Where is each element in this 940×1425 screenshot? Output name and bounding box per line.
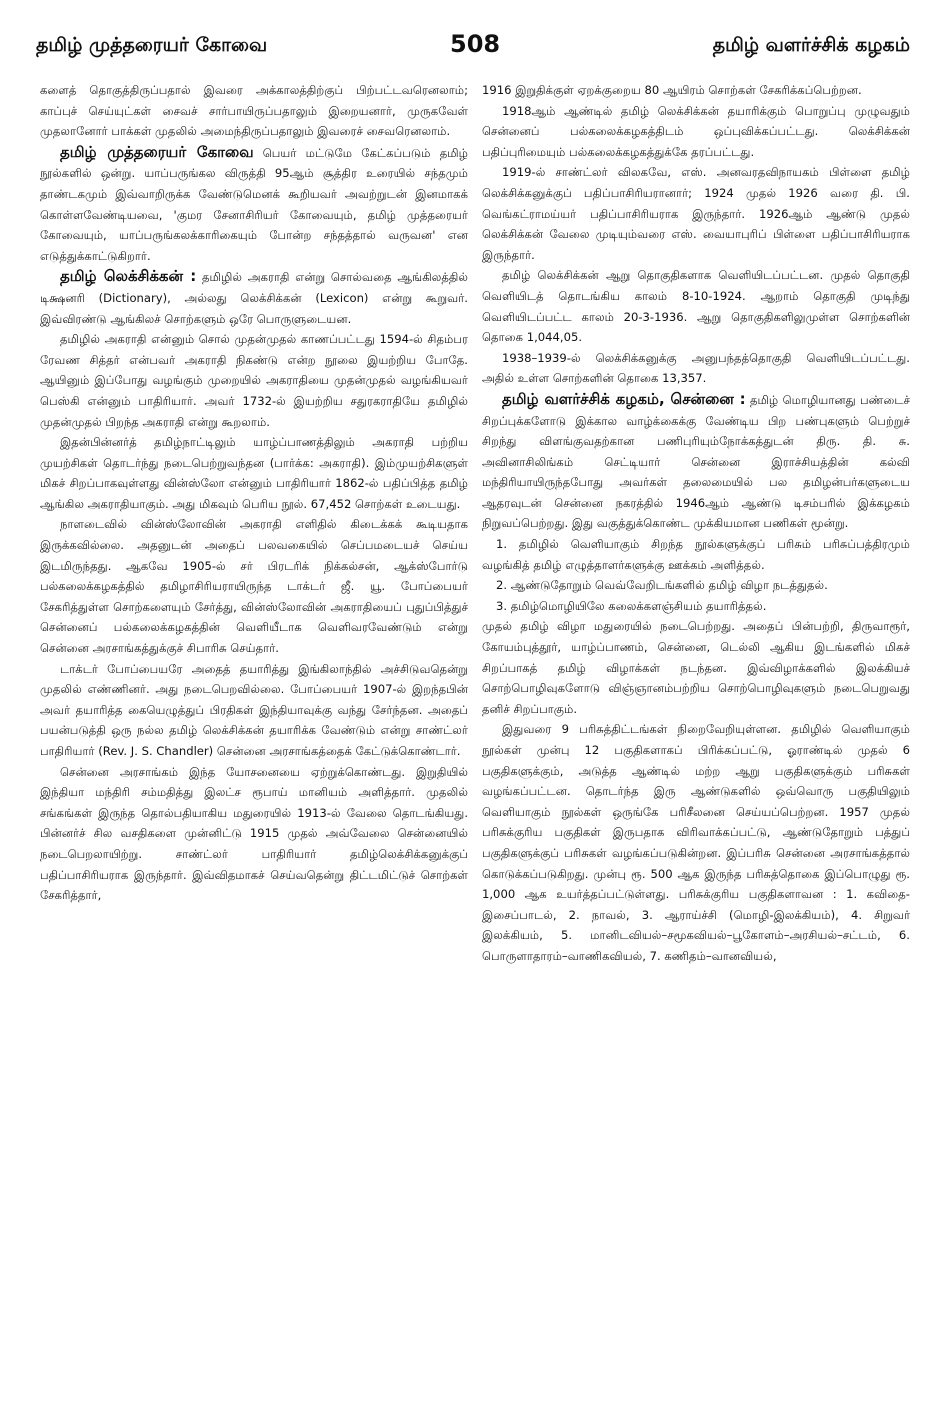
paragraph: 1916 இறுதிக்குள் ஏறக்குறைய 80 ஆயிரம் சொற்கள் சேகரிக்கப்பெற்றன. [482,83,862,97]
entry-paragraph [40,266,468,329]
running-head-right: தமிழ் வளர்ச்சிக் கழகம் [712,34,910,56]
entry-paragraph [482,389,910,534]
paragraph: சென்னை அரசாங்கம் இந்த யோசனையை ஏற்றுக்கொண்டது. இறுதியில் இந்தியா மந்திரி சம்மதித்து இலட்ச ரூபாய் மானியம் அளித்தார். முதலில் சங்கங்கள் இருந்த தொல்பதியாகிய மதுரையில் 1913-ல் வேலை தொடங்கியது. பின்னர்ச் சில வசதிகளை முன்னிட்டு 1915 முதல் அவ்வேலை சென்னையில் நடைபெறலாயிற்று. சாண்ட்லர் பாதிரியார் தமிழ்லெக்சிக்கனுக்குப் பதிப்பாசிரியராக இருந்தார். இவ்விதமாகச் செய்வதென்று திட்டமிட்டுச் சொற்கள் சேகரித்தார், [40,764,468,903]
paragraph: தமிழில் அகராதி என்னும் சொல் முதன்முதல் காணப்பட்டது 1594-ல் சிதம்பர ரேவண சித்தர் என்பவர் அகராதி நிகண்டு என்ற நூலை இயற்றிய போதே. ஆயினும் இப்போது வழங்கும் முறையில் அகராதியை முதன்முதல் வழங்கியவர் பெஸ்கி என்னும் பாதிரியார். அவர் 1732-ல் இயற்றிய சதுரகராதியே தமிழில் முதன்முதல் பிறந்த அகராதி என்று கூறலாம். [40,332,468,429]
paragraph: களைத் தொகுத்திருப்பதால் இவரை அக்காலத்திற்குப் பிற்பட்டவரெனலாம்; காப்புச் செய்யுட்கள் சைவச் சார்பாயிருப்பதாலும் இறையனார், முருகவேள் முதலானோர் பாக்கள் முதலில் அமைந்திருப்பதாலும் இவரைச் சைவரெனலாம். [40,83,468,139]
paragraph: முதல் தமிழ் விழா மதுரையில் நடைபெற்றது. அதைப் பின்பற்றி, திருவாரூர், கோயம்புத்தூர், யாழ்ப்பாணம், சென்னை, டெல்லி ஆகிய இடங்களில் மிகச் சிறப்பாகத் தமிழ் விழாக்கள் நடந்தன. இவ்விழாக்களில் இலக்கியச் சொற்பொழிவுகளோடு விஞ்ஞானம்பற்றிய சொற்பொழிவுகளும் நடைபெறுவது தனிச் சிறப்பாகும். [482,619,910,716]
page-header [36,30,910,70]
paragraph: 1919-ல் சாண்ட்லர் விலகவே, எஸ். அனவரதவிநாயகம் பிள்ளை தமிழ் லெக்சிக்கனுக்குப் பதிப்பாசிரியரானார்; 1924 முதல் 1926 வரை தி. பி. வெங்கட்ராமய்யர் பதிப்பாசிரியராக இருந்தார். 1926ஆம் ஆண்டு முதல் லெக்சிக்கன் வேலை முடியும்வரை எஸ். வையாபுரிப் பிள்ளை பதிப்பாசிரியராக இருந்தார். [482,165,910,262]
entry-headword: தமிழ் முத்தரையர் கோவை [60,142,254,161]
paragraph: நாளடைவில் வின்ஸ்லோவின் அகராதி எளிதில் கிடைக்கக் கூடியதாக இருக்கவில்லை. அதனுடன் அதைப் பலவகையில் செப்பமடையச் செய்ய இடமிருந்தது. ஆகவே 1905-ல் சர் பிரடரிக் நிக்கல்சன், ஆக்ஸ்போர்டு பல்கலைக்கழகத்தில் தமிழாசிரியராயிருந்த டாக்டர் ஜீ. யூ. போப்பையர் சேகரித்துள்ள சொற்களையும் சேர்த்து, வின்ஸ்லோவின் அகராதியைப் புதுப்பித்துச் சென்னைப் பல்கலைக்கழகத்தின் வெளியீடாக வெளிவரவேண்டும் என்று சென்னை அரசாங்கத்துக்குச் சிபாரிசு செய்தார். [40,517,468,656]
paragraph: தமிழ் லெக்சிக்கன் ஆறு தொகுதிகளாக வெளியிடப்பட்டன. முதல் தொகுதி வெளியிடத் தொடங்கிய காலம் 8-10-1924. ஆறாம் தொகுதி முடிந்து வெளியிடப்பட்ட காலம் 20-3-1936. ஆறு தொகுதிகளிலுமுள்ள சொற்களின் தொகை 1,044,05. [482,268,910,345]
left-column [40,80,468,1415]
running-head-left: தமிழ் முத்தரையர் கோவை [36,34,268,56]
list-item: 1. தமிழில் வெளியாகும் சிறந்த நூல்களுக்குப் பரிசும் பரிசுப்பத்திரமும் வழங்கித் தமிழ் எழுத்தாளர்களுக்கு ஊக்கம் அளித்தல். [482,537,910,572]
list-item: 3. தமிழ்மொழியிலே கலைக்களஞ்சியம் தயாரித்தல். [496,598,767,613]
paragraph: இதுவரை 9 பரிசுத்திட்டங்கள் நிறைவேறியுள்ளன. தமிழில் வெளியாகும் நூல்கள் முன்பு 12 பகுதிகளாகப் பிரிக்கப்பட்டு, ஓராண்டில் முதல் 6 பகுதிகளுக்கும், அடுத்த ஆண்டில் மற்ற ஆறு பகுதிகளுக்கும் பரிசுகள் வழங்கப்பட்டன. தொடர்ந்த இரு ஆண்டுகளில் ஒவ்வொரு பகுதியிலும் வெளியாகும் நூல்கள் ஒருங்கே பரிசீலனை செய்யப்பெற்றன. 1957 முதல் பரிசுக்குரிய பகுதிகள் இருபதாக விரிவாக்கப்பட்டு, ஆண்டுதோறும் பத்துப் பகுதிகளுக்குப் பரிசுகள் வழங்கப்படுகின்றன. இப்பரிசு சென்னை அரசாங்கத்தால் கொடுக்கப்படுகிறது. முன்பு ரூ. 500 ஆக இருந்த பரிசுத்தொகை இப்பொழுது ரூ. 1,000 ஆக உயர்த்தப்பட்டுள்ளது. பரிசுக்குரிய பகுதிகளாவன : 1. கவிதை-இசைப்பாடல், 2. நாவல், 3. ஆராய்ச்சி (மொழி-இலக்கியம்), 4. சிறுவர் இலக்கியம், 5. மானிடவியல்–சமூகவியல்–பூகோளம்–அரசியல்–சட்டம், 6. பொருளாதாரம்–வாணிகவியல், 7. கணிதம்–வானவியல், [482,722,910,963]
entry-headword: தமிழ் வளர்ச்சிக் கழகம், சென்னை : [502,389,746,408]
entry-text: பெயர் மட்டுமே கேட்கப்படும் தமிழ் நூல்களில் ஒன்று. யாப்பருங்கல விருத்தி 95ஆம் சூத்திர உரையில் சந்தமும் தாண்டகமும் இவ்வாறிருக்க வேண்டுமெனக் கூறியவர் அவற்றுடன் இனமாகக் கொள்ளவேண்டியவை, 'குமர சேனாசிரியர் கோவையும், தமிழ் முத்தரையர் கோவையும், யாப்பருங்கலக்காரிகையும் போன்ற சந்தத்தால் வருவன' என எடுத்துக்காட்டுகிறார். [40,145,468,263]
paragraph: டாக்டர் போப்பையரே அதைத் தயாரித்து இங்கிலாந்தில் அச்சிடுவதென்று முதலில் எண்ணினர். அது நடைபெறவில்லை. போப்பையர் 1907-ல் இறந்தபின் அவர் தயாரித்த கையெழுத்துப் பிரதிகள் இந்தியாவுக்கு வந்து சேர்ந்தன. அதைப் பயன்படுத்தி ஒரு நல்ல தமிழ் லெக்சிக்கன் தயாரிக்க வேண்டும் என்று சாண்ட்லர் பாதிரியார் (Rev. J. S. Chandler) சென்னை அரசாங்கத்தைக் கேட்டுக்கொண்டார். [40,661,468,758]
entry-text: தமிழ் மொழியானது பண்டைச் சிறப்புக்களோடு இக்கால வாழ்க்கைக்கு வேண்டிய பிற பண்புகளும் பெற்றுச் சிறந்து விளங்குவதற்கான பணிபுரியும்நோக்கத்துடன் திரு. தி. சு. அவினாசிலிங்கம் செட்டியார் சென்னை இராச்சியத்தின் கல்வி மந்திரியாயிருந்தபோது அவர்கள் தலைமையில் பல தமிழன்பர்களுடைய ஆதரவுடன் சென்னை நகரத்தில் 1946ஆம் ஆண்டு டிசம்பரில் இக்கழகம் நிறுவப்பெற்றது. இது வகுத்துக்கொண்ட முக்கியமான பணிகள் மூன்று. [482,392,910,531]
right-column [482,80,910,1415]
task-list [482,534,910,616]
entry-headword: தமிழ் லெக்சிக்கன் : [60,267,197,286]
entry-text: தமிழில் அகராதி என்று சொல்வதை ஆங்கிலத்தில் டிக்ஷனரி (Dictionary), அல்லது லெக்சிக்கன் (Lexicon) என்று கூறுவர். இவ்விரண்டு ஆங்கிலச் சொற்களும் ஒரே பொருளுடையன. [40,270,468,326]
paragraph: இதன்பின்னர்த் தமிழ்நாட்டிலும் யாழ்ப்பாணத்திலும் அகராதி பற்றிய முயற்சிகள் தொடர்ந்து நடைபெற்றுவந்தன (பார்க்க: அகராதி). இம்முயற்சிகளுள் மிகச் சிறப்பாகவுள்ளது வின்ஸ்லோ என்னும் பாதிரியார் 1862-ல் பதிப்பித்த தமிழ் ஆங்கில அகராதியாகும். அது மிகவும் பெரிய நூல். 67,452 சொற்கள் உடையது. [40,435,468,511]
paragraph: 1938–1939-ல் லெக்சிக்கனுக்கு அனுபந்தத்தொகுதி வெளியிடப்பட்டது. அதில் உள்ள சொற்களின் தொகை 13,357. [482,350,910,386]
entry-paragraph [40,142,468,267]
list-item: 2. ஆண்டுதோறும் வெவ்வேறிடங்களில் தமிழ் விழா நடத்துதல். [496,578,828,593]
page-number: 508 [450,30,501,58]
paragraph: 1918ஆம் ஆண்டில் தமிழ் லெக்சிக்கன் தயாரிக்கும் பொறுப்பு முழுவதும் சென்னைப் பல்கலைக்கழகத்திடம் ஒப்புவிக்கப்பட்டது. லெக்சிக்கன் பதிப்புரிமையும் பல்கலைக்கழகத்துக்கே தரப்பட்டது. [482,103,910,159]
